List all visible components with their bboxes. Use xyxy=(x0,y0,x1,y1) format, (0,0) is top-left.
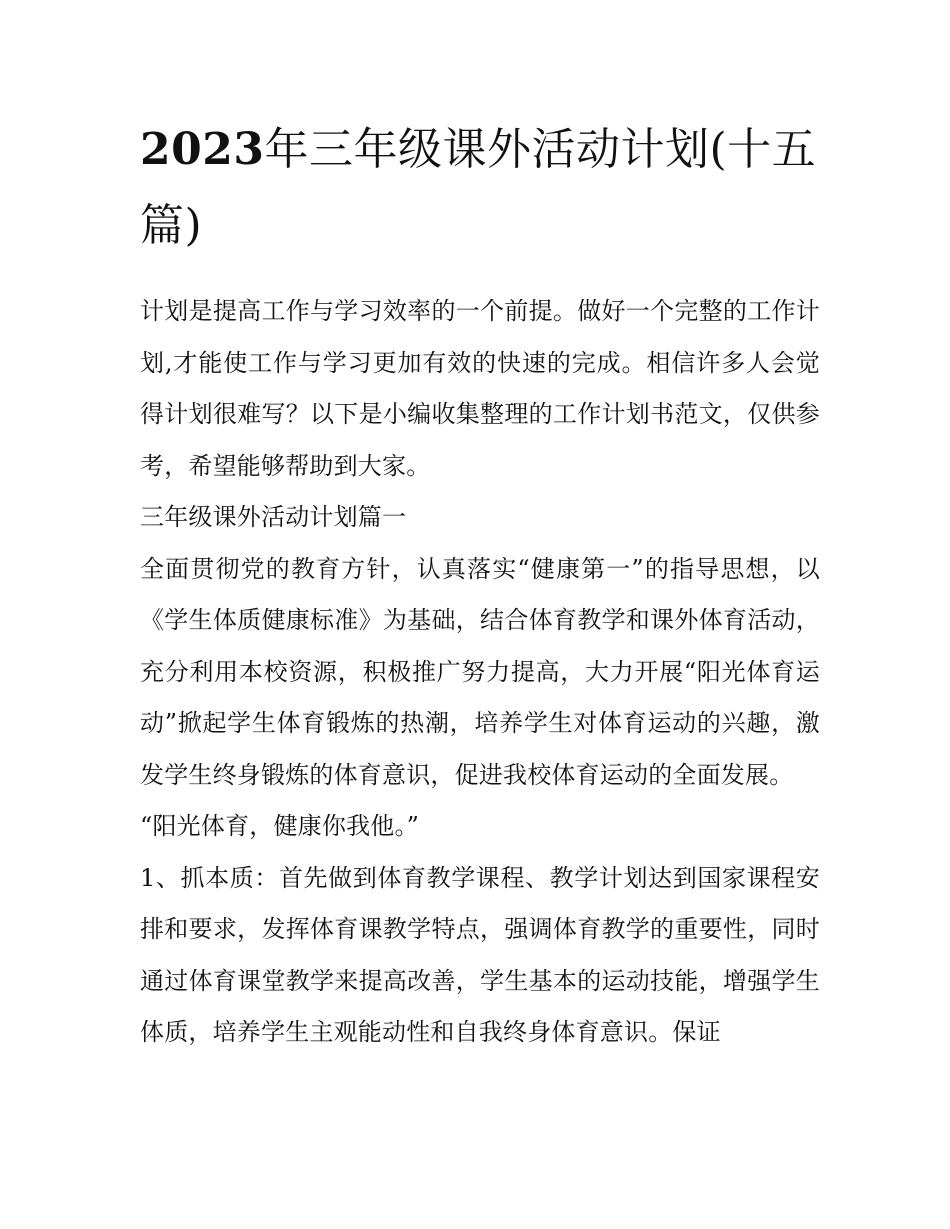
section-heading: 三年级课外活动计划篇一 xyxy=(140,503,407,531)
title-text: 年三年级课外活动计划(十五篇) xyxy=(140,124,817,251)
document-page xyxy=(140,112,820,1059)
title-year: 2023 xyxy=(140,124,265,175)
document-title xyxy=(140,112,820,264)
body-paragraph: 全面贯彻党的教育方针，认真落实“健康第一”的指导思想，以《学生体质健康标准》为基础，结合体育教学和课外体育活动，充分利用本校资源，积极推广努力提高，大力开展“阳光体育运动”掀起学生体育锻炼的热潮，培养学生对体育运动的兴趣，激发学生终身锻炼的体育意识，促进我校体育运动的全面发展。 xyxy=(140,554,820,789)
document-body xyxy=(140,286,820,1059)
slogan-paragraph: “阳光体育，健康你我他。” xyxy=(140,812,420,840)
intro-paragraph: 计划是提高工作与学习效率的一个前提。做好一个完整的工作计划,才能使工作与学习更加有效的快速的完成。相信许多人会觉得计划很难写？以下是小编收集整理的工作计划书范文，仅供参考，希望能够帮助到大家。 xyxy=(140,297,820,480)
body-paragraph: 1、抓本质：首先做到体育教学课程、教学计划达到国家课程安排和要求，发挥体育课教学特点，强调体育教学的重要性，同时通过体育课堂教学来提高改善，学生基本的运动技能，增强学生体质，培养学生主观能动性和自我终身体育意识。保证 xyxy=(140,863,820,1046)
